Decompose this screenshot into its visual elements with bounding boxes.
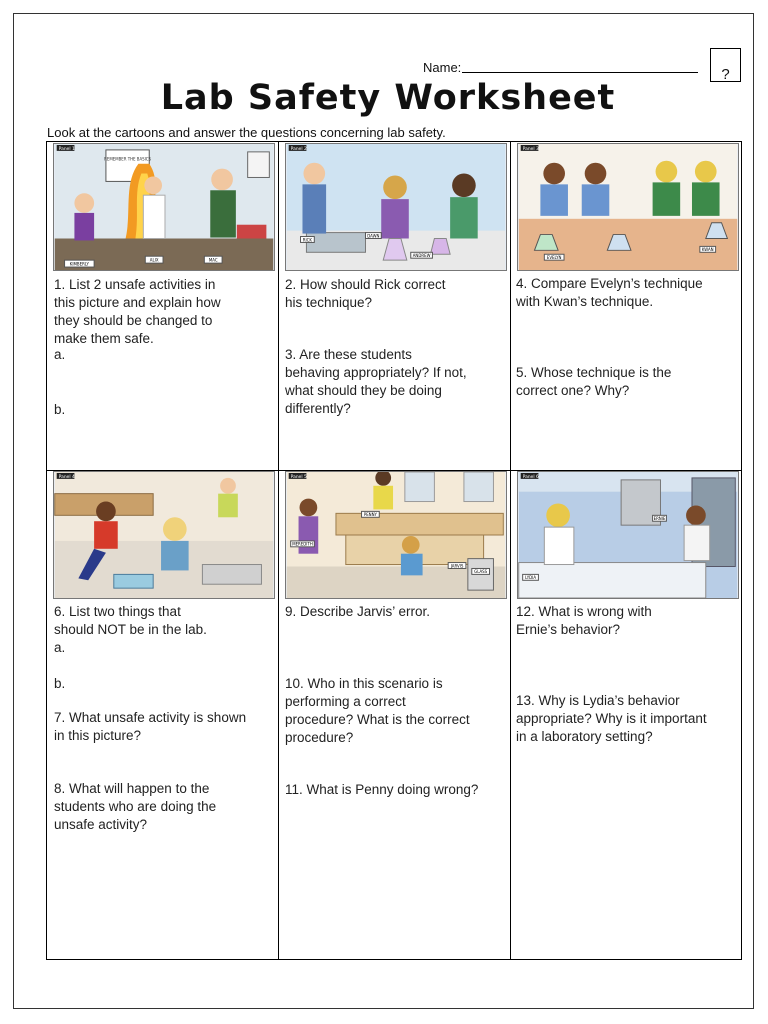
lab-scene-horseplay-illustration	[54, 472, 274, 598]
instructions: Look at the cartoons and answer the questions concerning lab safety.	[47, 125, 446, 140]
cartoon-panel-1	[53, 143, 275, 271]
panel-6-tag: Panel 6	[522, 474, 539, 480]
panel-1-caption-3: MAC	[208, 257, 218, 263]
panel-1-caption-1: KIMBERLY	[69, 261, 89, 267]
panel-6-caption-1: LYDIA	[525, 575, 537, 581]
grid-divider	[278, 142, 279, 959]
question-1-answer-b: b.	[54, 402, 66, 417]
panel-5-caption-1: PENNY	[363, 512, 377, 518]
lab-scene-students-illustration	[286, 144, 506, 270]
panel-3-caption-1: EVELYN	[546, 254, 562, 260]
cartoon-panel-4	[53, 471, 275, 599]
name-label: Name:	[423, 60, 462, 75]
question-9: 9. Describe Jarvis’ error.	[285, 604, 431, 619]
question-7: 7. What unsafe activity is shown in this picture?	[54, 710, 247, 743]
panel-1-tag: Panel 1	[58, 146, 75, 152]
panel-1-caption-2: ALIX	[149, 257, 159, 263]
question-6-answer-b: b.	[54, 676, 66, 691]
page-title: Lab Safety Worksheet	[160, 78, 616, 118]
question-2: 2. How should Rick correct his technique?	[285, 277, 446, 310]
question-13: 13. Why is Lydia’s behavior appropriate? Why is it important in a laboratory setting?	[516, 693, 707, 744]
question-1-answer-a: a.	[54, 347, 66, 362]
panel-2-caption-2: DAWN	[367, 233, 380, 239]
panel-2-tag: Panel 2	[290, 146, 307, 152]
lab-scene-fire-illustration	[54, 144, 274, 270]
grid-divider	[510, 142, 511, 959]
panel-1-sign: REMEMBER THE BASICS	[104, 156, 152, 162]
lab-scene-behavior-illustration	[518, 472, 738, 598]
panel-5-tag: Panel 5	[290, 474, 307, 480]
question-12: 12. What is wrong with Ernie’s behavior?	[516, 604, 652, 637]
score-box: ?	[710, 48, 741, 82]
name-field[interactable]	[462, 72, 698, 73]
cartoon-panel-3	[517, 143, 739, 271]
panel-3-tag: Panel 3	[522, 146, 539, 152]
panel-5-caption-3: JARVIS	[450, 563, 464, 569]
question-1: 1. List 2 unsafe activities in this picture and explain how they should be changed to make them safe.	[54, 277, 221, 346]
question-5: 5. Whose technique is the correct one? Why?	[516, 365, 672, 398]
cartoon-panel-5	[285, 471, 507, 599]
question-11: 11. What is Penny doing wrong?	[285, 782, 479, 797]
panel-5-caption-2: MEREDITH	[292, 541, 313, 547]
cartoon-panel-2	[285, 143, 507, 271]
question-3: 3. Are these students behaving appropriately? If not, what should they be doing differently?	[285, 347, 467, 416]
question-4: 4. Compare Evelyn’s technique with Kwan’s technique.	[516, 276, 703, 309]
panel-5-caption-4: GLASS	[474, 569, 488, 575]
lab-scene-technique-illustration	[518, 144, 738, 270]
question-6-answer-a: a.	[54, 640, 66, 655]
question-8: 8. What will happen to the students who are doing the unsafe activity?	[54, 781, 217, 832]
panel-2-caption-3: ANDREW	[412, 253, 431, 259]
panel-3-caption-2: KWAN	[701, 247, 714, 253]
question-6: 6. List two things that should NOT be in the lab.	[54, 604, 207, 637]
cartoon-panel-6	[517, 471, 739, 599]
panel-4-tag: Panel 4	[58, 474, 75, 480]
lab-scene-broken-glass-illustration	[286, 472, 506, 598]
panel-2-caption-1: RICK	[302, 237, 313, 243]
question-10: 10. Who in this scenario is performing a correct procedure? What is the correct procedure?	[285, 676, 470, 745]
panel-6-caption-2: ERNIE	[653, 516, 666, 522]
